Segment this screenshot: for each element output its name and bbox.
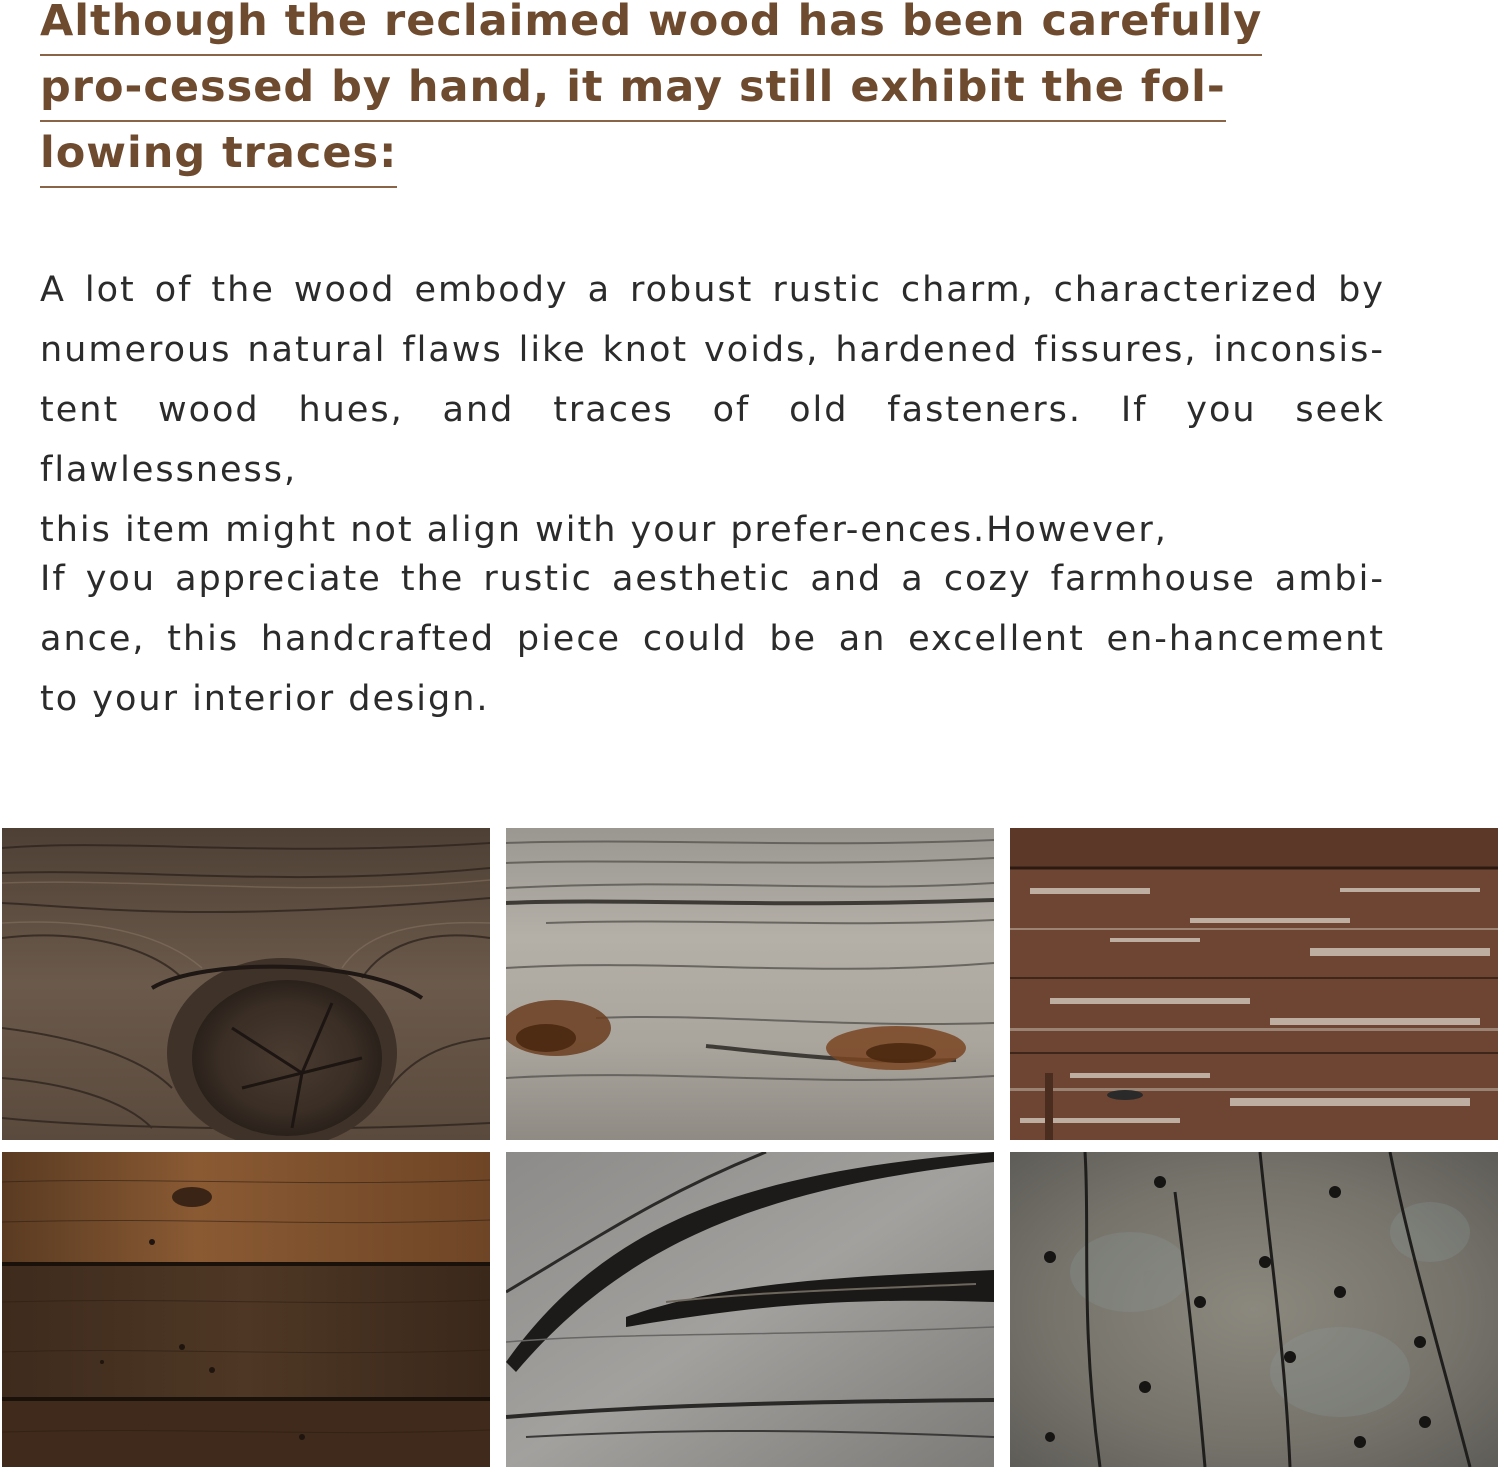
wormhole-wood-photo — [1010, 1152, 1498, 1467]
paragraph-line: this item might not align with your prefer-ences.However, — [40, 510, 1168, 550]
paragraph-appreciation — [40, 549, 1385, 729]
paragraph-line: to your interior design. — [40, 679, 490, 719]
paragraph-flaws — [40, 260, 1385, 560]
peeling-paint-photo — [1010, 828, 1498, 1140]
paragraph-line: ance, this handcrafted piece could be an excellent en-hancement — [40, 619, 1385, 659]
heading-line-1: Although the reclaimed wood has been carefully — [40, 0, 1262, 56]
paragraph-line: A lot of the wood embody a robust rustic charm, characterized by — [40, 270, 1385, 310]
weathered-board-photo — [506, 828, 994, 1140]
paragraph-line: numerous natural flaws like knot voids, hardened fissures, inconsis- — [40, 330, 1385, 370]
heading — [40, 0, 1263, 188]
heading-line-3: lowing traces: — [40, 122, 397, 188]
cracked-wood-photo — [506, 1152, 994, 1467]
paragraph-line: If you appreciate the rustic aesthetic and a cozy farmhouse ambi- — [40, 559, 1385, 599]
dark-planks-photo — [2, 1152, 490, 1467]
wood-knot-photo — [2, 828, 490, 1140]
heading-line-2: pro-cessed by hand, it may still exhibit the fol- — [40, 56, 1226, 122]
paragraph-line: tent wood hues, and traces of old fasteners. If you seek flawlessness, — [40, 390, 1385, 490]
